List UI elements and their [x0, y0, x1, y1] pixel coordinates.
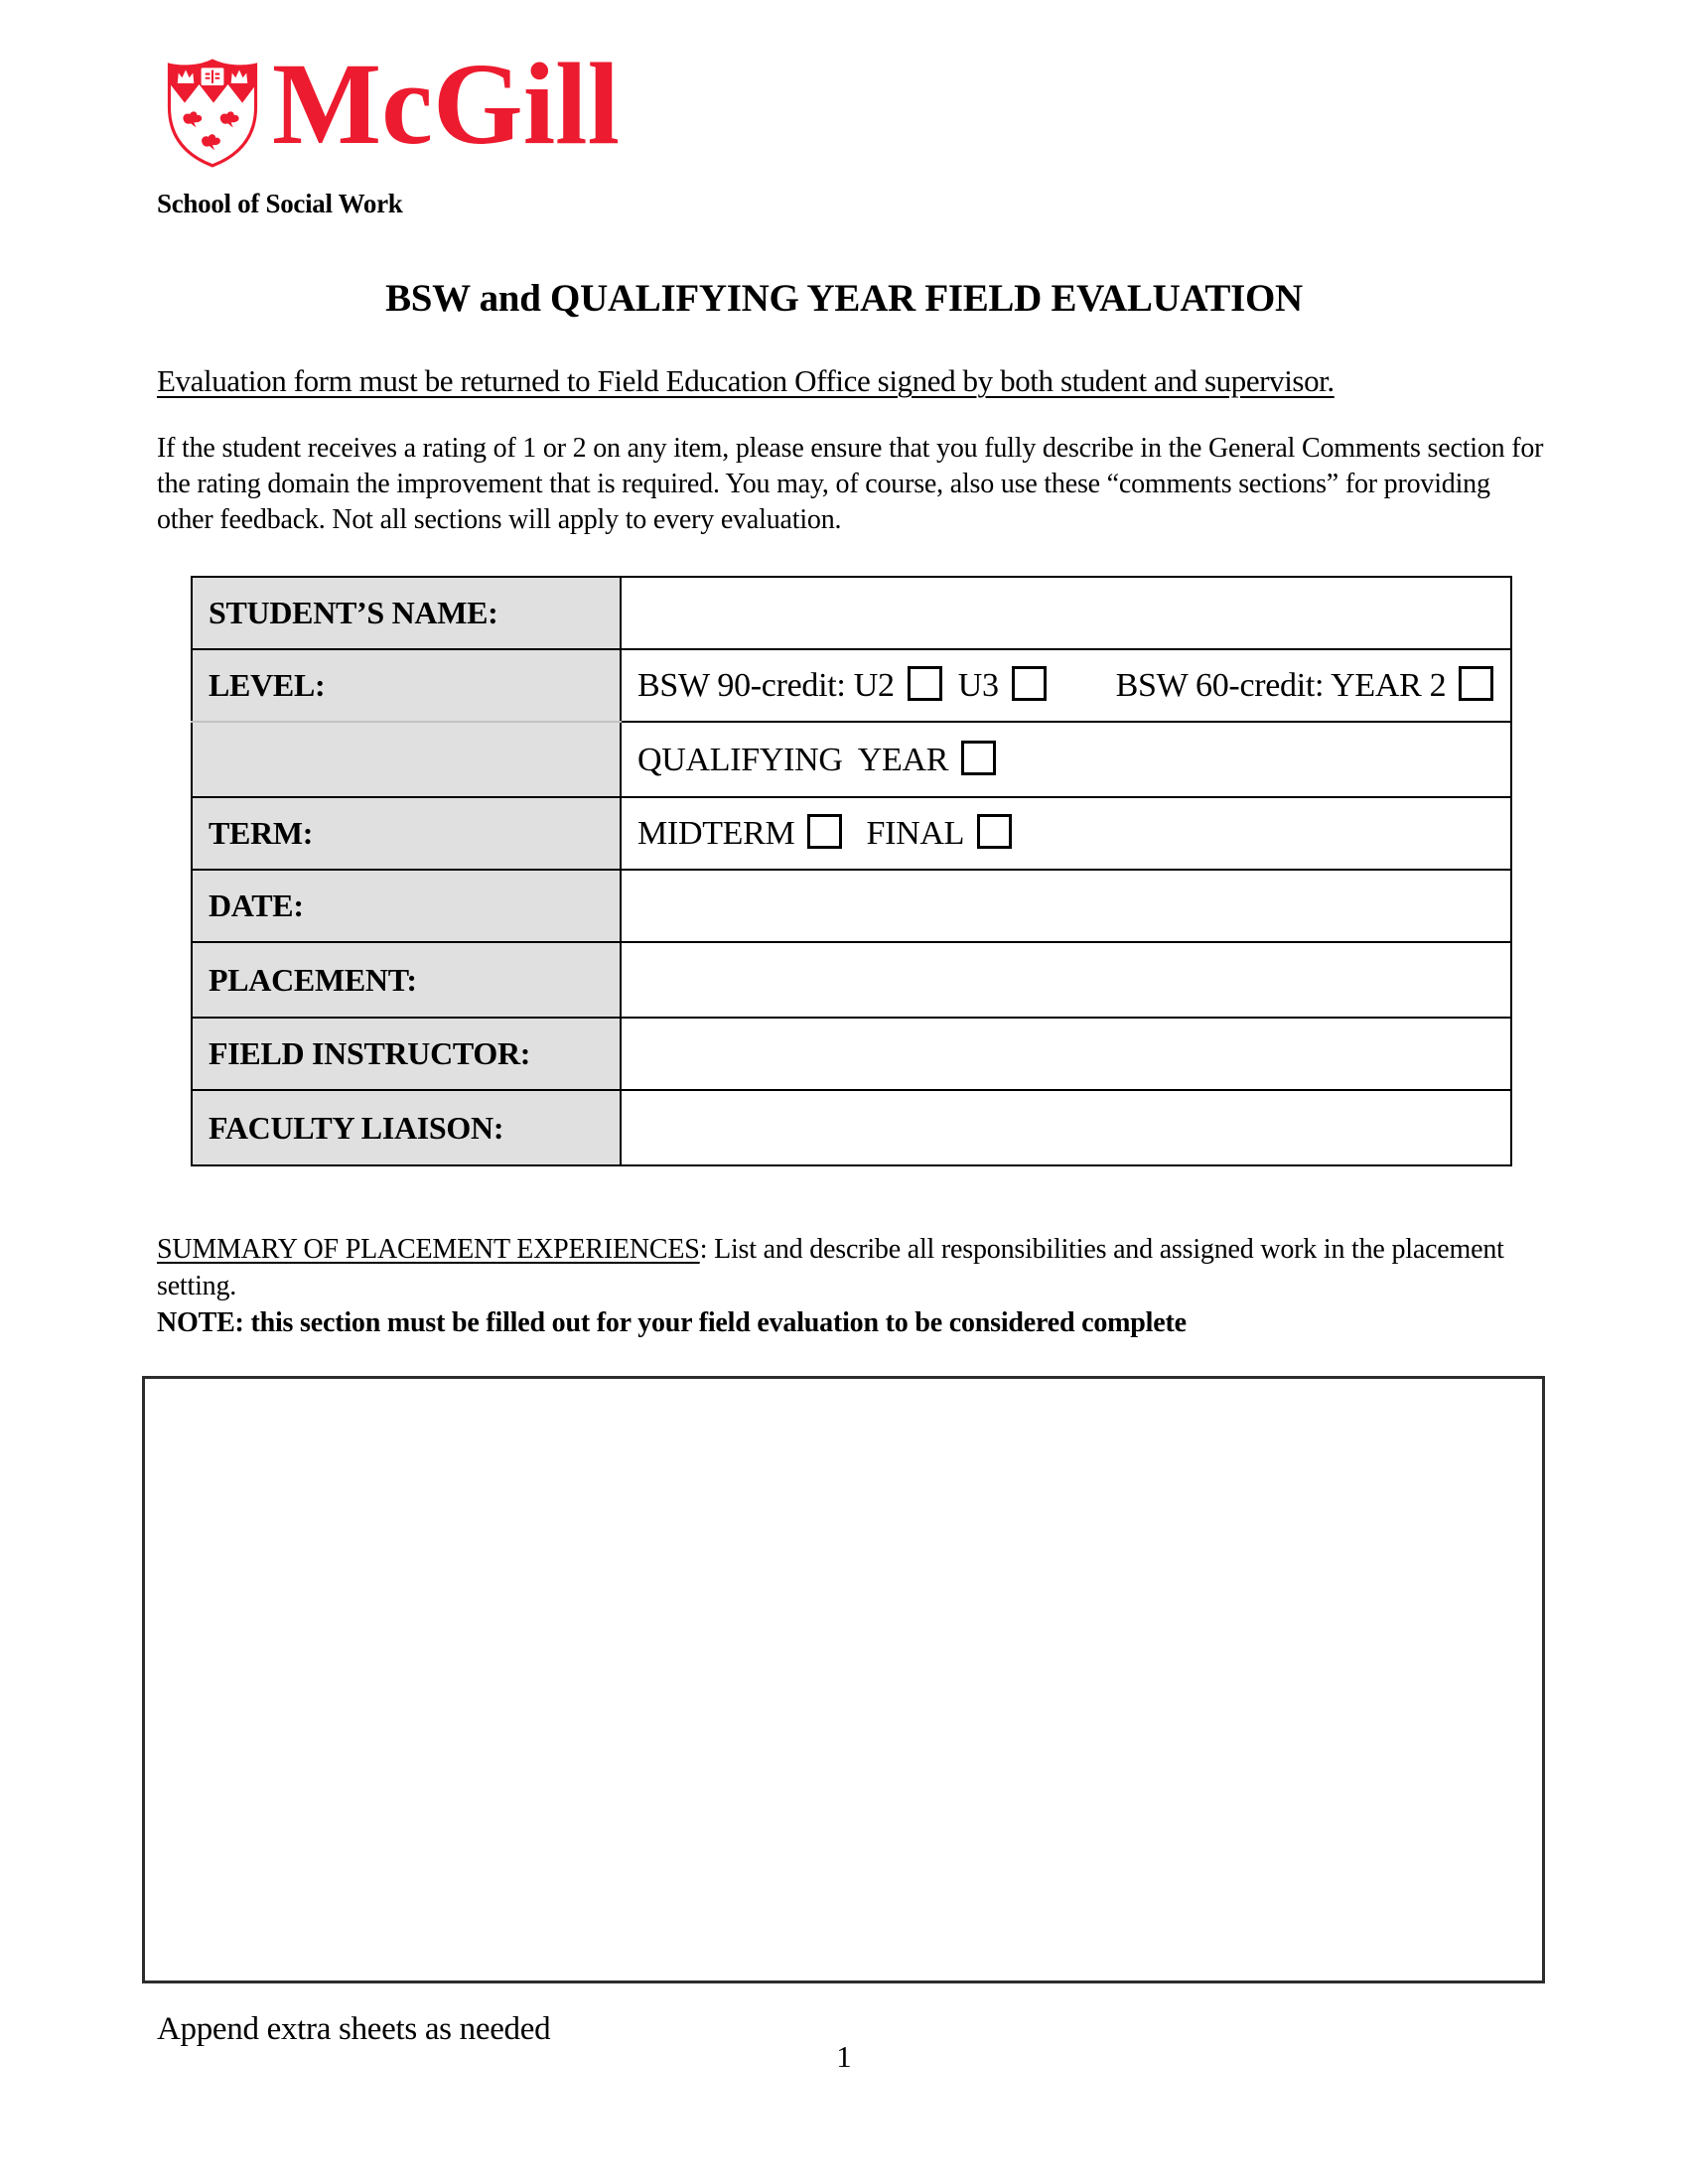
term-label: TERM: — [192, 797, 621, 870]
midterm-checkbox[interactable] — [807, 814, 842, 849]
summary-textbox[interactable] — [142, 1376, 1545, 1983]
u2-checkbox[interactable] — [908, 666, 942, 701]
level-bsw-field — [621, 649, 1511, 722]
summary-section — [157, 1231, 1547, 1341]
qualifying-field — [621, 722, 1511, 797]
term-field — [621, 797, 1511, 870]
mcgill-wordmark: McGill — [272, 39, 620, 169]
school-name: School of Social Work — [157, 189, 403, 218]
final-checkbox[interactable] — [977, 814, 1012, 849]
summary-description: : List and describe all responsibilities and assigned work in the placement setting. — [157, 1234, 1504, 1301]
level-label: LEVEL: — [192, 649, 621, 722]
page-number: 1 — [836, 2039, 852, 2074]
student-name-field[interactable] — [621, 577, 1511, 649]
placement-row — [192, 942, 1511, 1018]
faculty-liaison-field[interactable] — [621, 1090, 1511, 1165]
summary-note: NOTE: this section must be filled out for your field evaluation to be considered complete — [157, 1307, 1187, 1338]
date-label: DATE: — [192, 870, 621, 942]
page-title: BSW and QUALIFYING YEAR FIELD EVALUATION — [385, 277, 1303, 320]
u3-label: U3 — [957, 667, 999, 704]
mcgill-shield-icon — [165, 58, 260, 169]
append-note: Append extra sheets as needed — [157, 2011, 551, 2047]
faculty-liaison-row — [192, 1090, 1511, 1165]
field-instructor-label: FIELD INSTRUCTOR: — [192, 1018, 621, 1090]
midterm-label: MIDTERM — [637, 815, 795, 852]
field-instructor-field[interactable] — [621, 1018, 1511, 1090]
term-row — [192, 797, 1511, 870]
qualifying-year-label: QUALIFYING YEAR — [637, 741, 949, 778]
date-field[interactable] — [621, 870, 1511, 942]
date-row — [192, 870, 1511, 942]
level-label-spacer — [192, 722, 621, 797]
intro-paragraph: If the student receives a rating of 1 or 2 on any item, please ensure that you fully describe in the General Comments section for the rating domain the improvement that is required. You may, of course, also use these “comments sections” for providing other feedback. Not all sections will apply to every evaluation. — [157, 433, 1544, 535]
level-qualifying-row — [192, 722, 1511, 797]
qualifying-year-checkbox[interactable] — [961, 741, 996, 775]
field-instructor-row — [192, 1018, 1511, 1090]
info-table — [191, 576, 1512, 1166]
mcgill-wordmark-svg — [266, 38, 653, 169]
summary-heading: SUMMARY OF PLACEMENT EXPERIENCES — [157, 1234, 700, 1265]
placement-field[interactable] — [621, 942, 1511, 1018]
student-name-row — [192, 577, 1511, 649]
final-label: FINAL — [866, 815, 965, 852]
u3-checkbox[interactable] — [1012, 666, 1047, 701]
return-notice: Evaluation form must be returned to Field Education Office signed by both student and supervisor. — [157, 363, 1335, 398]
faculty-liaison-label: FACULTY LIAISON: — [192, 1090, 621, 1165]
placement-label: PLACEMENT: — [192, 942, 621, 1018]
bsw90-label: BSW 90-credit: U2 — [637, 667, 895, 704]
student-name-label: STUDENT’S NAME: — [192, 577, 621, 649]
level-row — [192, 649, 1511, 722]
year2-checkbox[interactable] — [1459, 666, 1493, 701]
bsw60-label: BSW 60-credit: YEAR 2 — [1115, 667, 1447, 704]
